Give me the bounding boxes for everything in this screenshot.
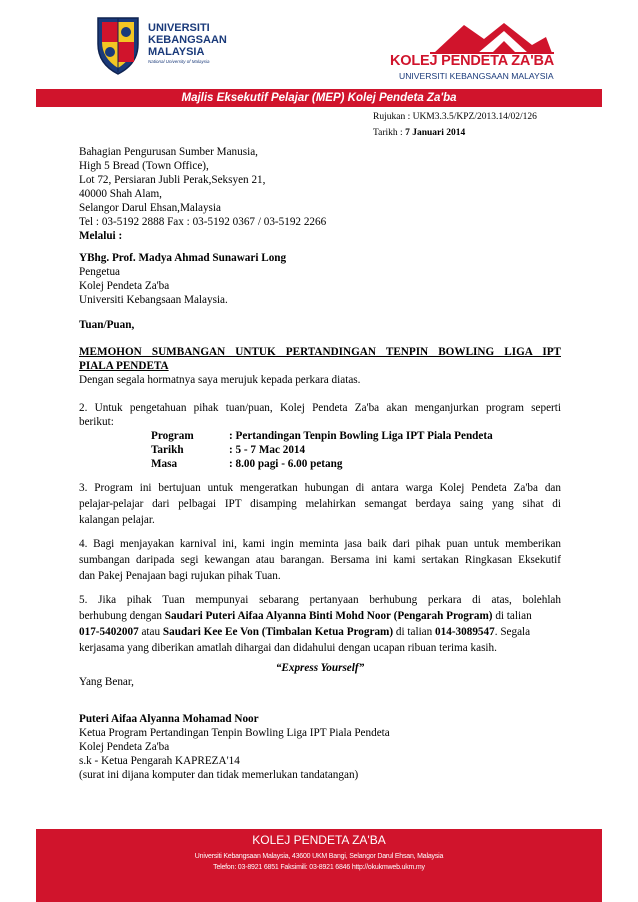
subject-line2: PIALA PENDETA <box>79 360 169 372</box>
para5-line: kerjasama yang diberikan amatlah dihargai dan didahului dengan ucapan ribuan terima kasih. <box>79 642 497 654</box>
contact-phone-2: 014-3089547 <box>435 626 495 638</box>
para5-line <box>79 609 561 623</box>
para3-line: pelajar-pelajar dari pelbagai IPT disamping melahirkan semangat berdaya saing yang sihat di <box>79 498 561 510</box>
footer-contact: Telefon: 03-8921 6851 Faksimili: 03-8921 6846 http://okukmweb.ukm.my <box>213 864 425 871</box>
detail-label: Program <box>151 430 194 442</box>
contact-person-2: Saudari Kee Ee Von (Timbalan Ketua Program) <box>162 626 394 638</box>
via-name: YBhg. Prof. Madya Ahmad Sunawari Long <box>79 252 287 264</box>
reference-tarikh-value: 7 Januari 2014 <box>405 128 466 138</box>
reference-tarikh <box>373 127 465 139</box>
closing: Yang Benar, <box>79 676 134 688</box>
via-line: Kolej Pendeta Za'ba <box>79 280 170 292</box>
subject-line1: MEMOHON SUMBANGAN UNTUK PERTANDINGAN TENPIN BOWLING LIGA IPT <box>79 346 561 358</box>
footer-title: KOLEJ PENDETA ZA'BA <box>252 833 386 847</box>
detail-value: : 8.00 pagi - 6.00 petang <box>229 458 343 470</box>
ukm-logo-line1: UNIVERSITI <box>148 22 210 34</box>
via-line: Pengetua <box>79 266 121 278</box>
para5-text: berhubung dengan <box>79 610 165 622</box>
ukm-wordmark <box>148 22 227 65</box>
para5-text: . Segala <box>494 626 531 638</box>
college-logo-name: KOLEJ PENDETA ZA'BA <box>390 53 554 69</box>
signer-line: Ketua Program Pertandingan Tenpin Bowling Liga IPT Piala Pendeta <box>79 727 390 739</box>
signer-line: Kolej Pendeta Za'ba <box>79 741 170 753</box>
detail-label: Masa <box>151 458 178 470</box>
para3-line: 3. Program ini bertujuan untuk mengeratkan hubungan di antara warga Kolej Pendeta Za'ba dan <box>79 482 561 494</box>
para5-text: atau <box>138 626 163 638</box>
detail-label: Tarikh <box>151 444 184 456</box>
recipient-line: High 5 Bread (Town Office), <box>79 160 209 172</box>
college-emblem <box>428 17 556 55</box>
recipient-line: Bahagian Pengurusan Sumber Manusia, <box>79 146 258 158</box>
ukm-logo-line3: MALAYSIA <box>148 46 205 58</box>
motto: “Express Yourself” <box>275 662 365 674</box>
footer-address: Universiti Kebangsaan Malaysia, 43600 UKM Bangi, Selangor Darul Ehsan, Malaysia <box>194 853 444 860</box>
para2-line: berikut: <box>79 416 114 428</box>
via-line: Universiti Kebangsaan Malaysia. <box>79 294 228 306</box>
para3-line: kalangan pelajar. <box>79 514 155 526</box>
contact-phone-1: 017-5402007 <box>79 626 139 638</box>
recipient-line: 40000 Shah Alam, <box>79 188 162 200</box>
para4-line: sumbangan daripada segi kewangan atau barangan. Bersama ini kami sertakan Ringkasan Eksekutif <box>79 554 561 566</box>
para5-line <box>79 625 561 639</box>
ukm-logo-tagline: National University of Malaysia <box>148 59 210 64</box>
recipient-line: Tel : 03-5192 2888 Fax : 03-5192 0367 / 03-5192 2266 <box>79 216 327 228</box>
para5-text: di talian <box>492 610 532 622</box>
ukm-crest <box>94 14 142 76</box>
para2-line: 2. Untuk pengetahuan pihak tuan/puan, Kolej Pendeta Za'ba akan menganjurkan program seperti <box>79 402 561 414</box>
recipient-line: Selangor Darul Ehsan,Malaysia <box>79 202 221 214</box>
salutation: Tuan/Puan, <box>79 319 135 331</box>
melalui-label: Melalui : <box>79 230 123 242</box>
detail-value: : 5 - 7 Mac 2014 <box>229 444 306 456</box>
para5-text: di talian <box>393 626 436 638</box>
header-title: Majlis Eksekutif Pelajar (MEP) Kolej Pendeta Za'ba <box>181 92 457 104</box>
para4-line: dan Pakej Penajaan bagi rujukan pihak Tuan. <box>79 570 281 582</box>
cc-line: s.k - Ketua Pengarah KAPREZA'14 <box>79 755 240 767</box>
contact-person-1: Saudari Puteri Aifaa Alyanna Binti Mohd Noor (Pengarah Program) <box>164 610 493 622</box>
note-line: (surat ini dijana komputer dan tidak memerlukan tandatangan) <box>79 769 359 781</box>
reference-rujukan: Rujukan : UKM3.3.5/KPZ/2013.14/02/126 <box>373 112 537 122</box>
para5-line: 5. Jika pihak Tuan mempunyai sebarang pertanyaan berhubung perkara di atas, bolehlah <box>79 594 561 606</box>
detail-value: : Pertandingan Tenpin Bowling Liga IPT Piala Pendeta <box>229 430 493 442</box>
ukm-logo-line2: KEBANGSAAN <box>148 34 227 46</box>
college-logo-sub: UNIVERSITI KEBANGSAAN MALAYSIA <box>399 71 554 81</box>
opening-text: Dengan segala hormatnya saya merujuk kepada perkara diatas. <box>79 374 361 386</box>
signer-name: Puteri Aifaa Alyanna Mohamad Noor <box>79 713 259 725</box>
para4-line: 4. Bagi menjayakan karnival ini, kami ingin meminta jasa baik dari pihak puan untuk memberikan <box>79 538 561 550</box>
reference-tarikh-label: Tarikh : <box>373 128 406 138</box>
recipient-line: Lot 72, Persiaran Jubli Perak,Seksyen 21, <box>79 174 266 186</box>
